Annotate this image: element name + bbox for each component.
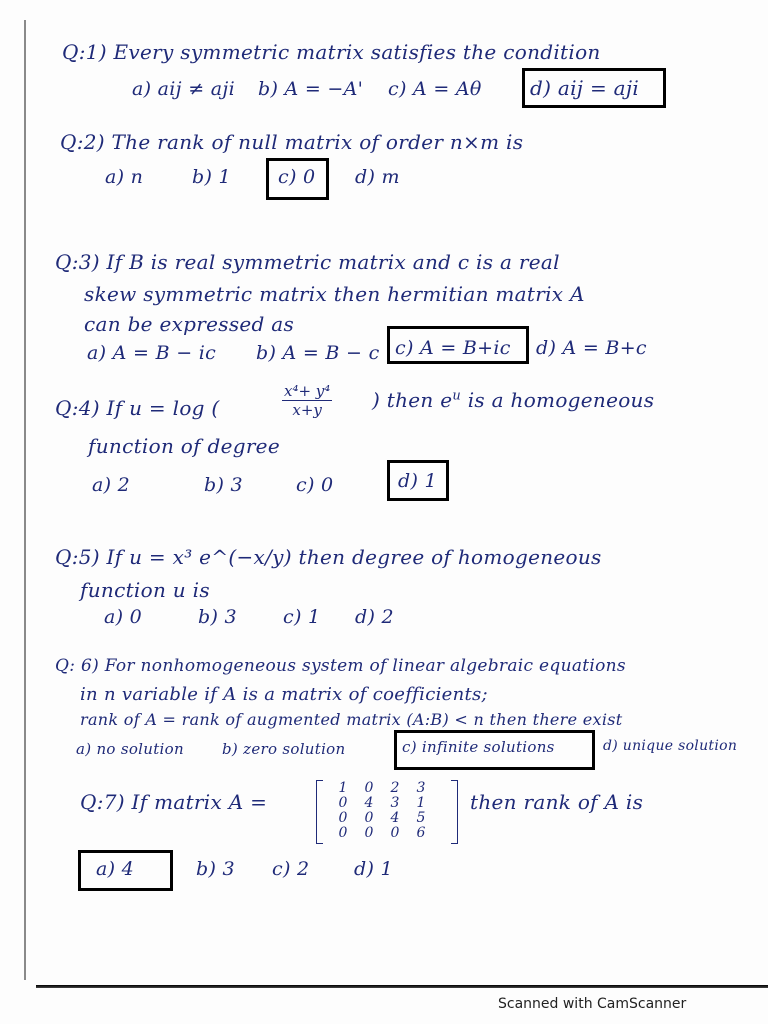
q6-option-d: d) unique solution [603,738,738,754]
q4-fraction [282,382,332,419]
q4-text-start: Q:4) If u = log ( [55,396,220,420]
q5-text-line2: function u is [80,578,210,602]
q1-text: Q:1) Every symmetric matrix satisfies the condition [62,40,601,64]
q4-text-end: is a homogeneous [461,388,655,412]
q6-text-line2: in n variable if A is a matrix of coefficients; [80,684,488,705]
matrix-cell: 0 [390,825,400,841]
q4-exponent: u [452,388,462,404]
q6-option-b: b) zero solution [222,740,346,758]
matrix-cell: 0 [364,825,374,841]
q1-answer-box [522,68,666,108]
q2-text: Q:2) The rank of null matrix of order n×m is [60,130,524,154]
matrix-cell: 1 [416,795,426,811]
q7-answer-box [78,850,173,891]
matrix-cell: 2 [390,780,400,796]
q3-text-line1: Q:3) If B is real symmetric matrix and c is a real [55,250,560,274]
q1-option-d: d) aij = aji [530,76,640,100]
q7-option-c: c) 2 [272,858,310,880]
matrix-cell: 3 [416,780,426,796]
matrix-cell: 0 [338,810,348,826]
q4-answer-box [387,460,449,501]
q5-option-b: b) 3 [198,606,237,628]
matrix-row [330,795,458,810]
q6-text-line1: Q: 6) For nonhomogeneous system of linear algebraic equations [55,656,626,676]
q4-fraction-numerator: x⁴+ y⁴ [284,382,331,400]
q3-option-a: a) A = B − ic [87,342,217,364]
camscanner-watermark: Scanned with CamScanner [498,996,687,1012]
q7-matrix [316,780,458,844]
q6-option-c: c) infinite solutions [402,738,555,756]
q6-answer-box [394,730,595,770]
q3-option-c: c) A = B+ic [395,337,511,359]
q3-answer-box [387,326,529,364]
matrix-cell: 0 [338,825,348,841]
q4-text-mid [372,388,654,412]
q2-option-a: a) n [105,166,144,188]
q7-option-b: b) 3 [196,858,235,880]
matrix-cell: 5 [416,810,426,826]
matrix-cell: 6 [416,825,426,841]
q4-option-d: d) 1 [398,470,437,492]
matrix-cell: 4 [364,795,374,811]
q5-text-line1: Q:5) If u = x³ e^(−x/y) then degree of homogeneous [55,545,602,569]
q3-text-line3: can be expressed as [84,312,295,336]
q1-option-c: c) A = Aθ [388,78,482,100]
matrix-row [330,780,458,795]
matrix-cell: 3 [390,795,400,811]
q2-answer-box [266,158,329,200]
margin-line [24,20,26,980]
q6-option-a: a) no solution [76,740,184,758]
q7-option-d: d) 1 [354,858,393,880]
q4-option-c: c) 0 [296,474,334,496]
q1-option-a: a) aij ≠ aji [132,78,235,100]
q3-option-d: d) A = B+c [536,337,647,359]
q7-option-a: a) 4 [96,858,135,880]
page-bottom-edge [36,985,768,988]
q5-option-d: d) 2 [355,606,394,628]
q2-option-c: c) 0 [278,166,316,188]
q5-option-a: a) 0 [104,606,143,628]
q2-option-d: d) m [355,166,400,188]
q4-option-b: b) 3 [204,474,243,496]
matrix-left-bracket [316,780,323,844]
q7-text-start: Q:7) If matrix A = [80,790,268,814]
q4-option-a: a) 2 [92,474,131,496]
matrix-cell: 0 [364,810,374,826]
matrix-row [330,810,458,825]
matrix-cell: 1 [338,780,348,796]
q3-text-line2: skew symmetric matrix then hermitian matrix A [84,282,585,306]
matrix-row [330,825,458,840]
matrix-cell: 0 [364,780,374,796]
q3-option-b: b) A = B − c [256,342,380,364]
q4-text-then: ) then e [372,388,453,412]
q1-option-b: b) A = −A' [258,78,364,100]
q5-option-c: c) 1 [283,606,321,628]
q2-option-b: b) 1 [192,166,231,188]
q4-fraction-denominator: x+y [292,401,322,419]
matrix-right-bracket [451,780,458,844]
q6-text-line3: rank of A = rank of augmented matrix (A:B) < n then there exist [80,710,623,729]
q4-text-line2: function of degree [88,434,280,458]
matrix-cell: 4 [390,810,400,826]
matrix-cell: 0 [338,795,348,811]
q7-text-end: then rank of A is [470,790,644,814]
